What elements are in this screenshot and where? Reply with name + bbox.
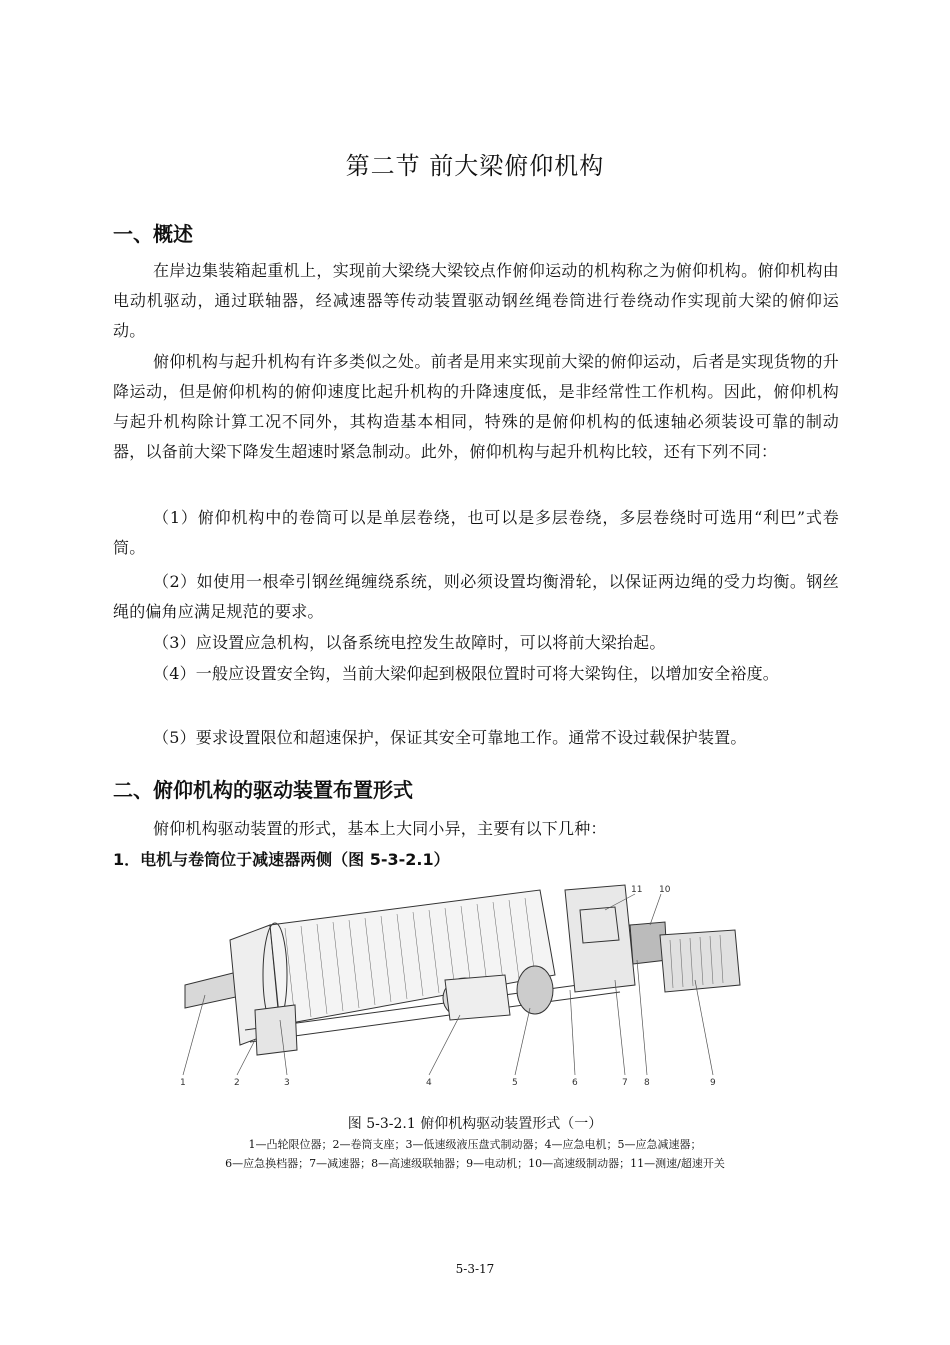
callout-label: 11: [631, 885, 643, 895]
section-heading-overview: 一、概述: [113, 222, 193, 246]
section-heading-layout: 二、俯仰机构的驱动装置布置形式: [113, 778, 413, 802]
subsection-heading: 1．电机与卷筒位于减速器两侧（图 5-3-2.1）: [113, 850, 450, 869]
paragraph: 俯仰机构驱动装置的形式，基本上大同小异，主要有以下几种：: [153, 819, 607, 838]
list-item: （2）如使用一根牵引钢丝绳缠绕系统，则必须设置均衡滑轮，以保证两边绳的受力均衡。钢丝绳的偏角应满足规范的要求。: [113, 572, 839, 621]
page-number: 5-3-17: [455, 1262, 495, 1276]
callout-label: 9: [710, 1078, 716, 1088]
callout-label: 2: [234, 1078, 240, 1088]
callout-label: 10: [659, 885, 671, 895]
list-item: （1）俯仰机构中的卷筒可以是单层卷绕，也可以是多层卷绕，多层卷绕时可选用“利巴”式卷筒。: [113, 508, 839, 557]
page-title: 第二节 前大梁俯仰机构: [345, 152, 605, 180]
figure-legend: 6—应急换档器；7—减速器；8—高速级联轴器；9—电动机；10—高速级制动器；11—测速/超速开关: [225, 1157, 725, 1170]
drive-device-drawing: [175, 880, 775, 1095]
figure-legend: 1—凸轮限位器；2—卷筒支座；3—低速级液压盘式制动器；4—应急电机；5—应急减速器；: [248, 1138, 702, 1151]
callout-label: 6: [572, 1078, 578, 1088]
callout-label: 7: [622, 1078, 628, 1088]
callout-label: 1: [180, 1078, 186, 1088]
callout-label: 8: [644, 1078, 650, 1088]
paragraph: 在岸边集装箱起重机上，实现前大梁绕大梁铰点作俯仰运动的机构称之为俯仰机构。俯仰机构由电动机驱动，通过联轴器，经减速器等传动装置驱动钢丝绳卷筒进行卷绕动作实现前大梁的俯仰运动。: [113, 261, 839, 340]
callout-label: 4: [426, 1078, 432, 1088]
callout-label: 3: [284, 1078, 290, 1088]
callout-label: 5: [512, 1078, 518, 1088]
paragraph: 俯仰机构与起升机构有许多类似之处。前者是用来实现前大梁的俯仰运动，后者是实现货物的升降运动，但是俯仰机构的俯仰速度比起升机构的升降速度低，是非经常性工作机构。因此，俯仰机构与起升机构除计算工况不同外，其构造基本相同，特殊的是俯仰机构的低速轴必须装设可靠的制动器，以备前大梁下降发生超速时紧急制动。此外，俯仰机构与起升机构比较，还有下列不同：: [113, 352, 839, 461]
figure-caption: 图 5-3-2.1 俯仰机构驱动装置形式（一）: [347, 1116, 603, 1132]
list-item: （4）一般应设置安全钩，当前大梁仰起到极限位置时可将大梁钩住，以增加安全裕度。: [153, 664, 779, 683]
list-item: （3）应设置应急机构，以备系统电控发生故障时，可以将前大梁抬起。: [153, 633, 666, 652]
list-item: （5）要求设置限位和超速保护，保证其安全可靠地工作。通常不设过载保护装置。: [153, 728, 747, 747]
